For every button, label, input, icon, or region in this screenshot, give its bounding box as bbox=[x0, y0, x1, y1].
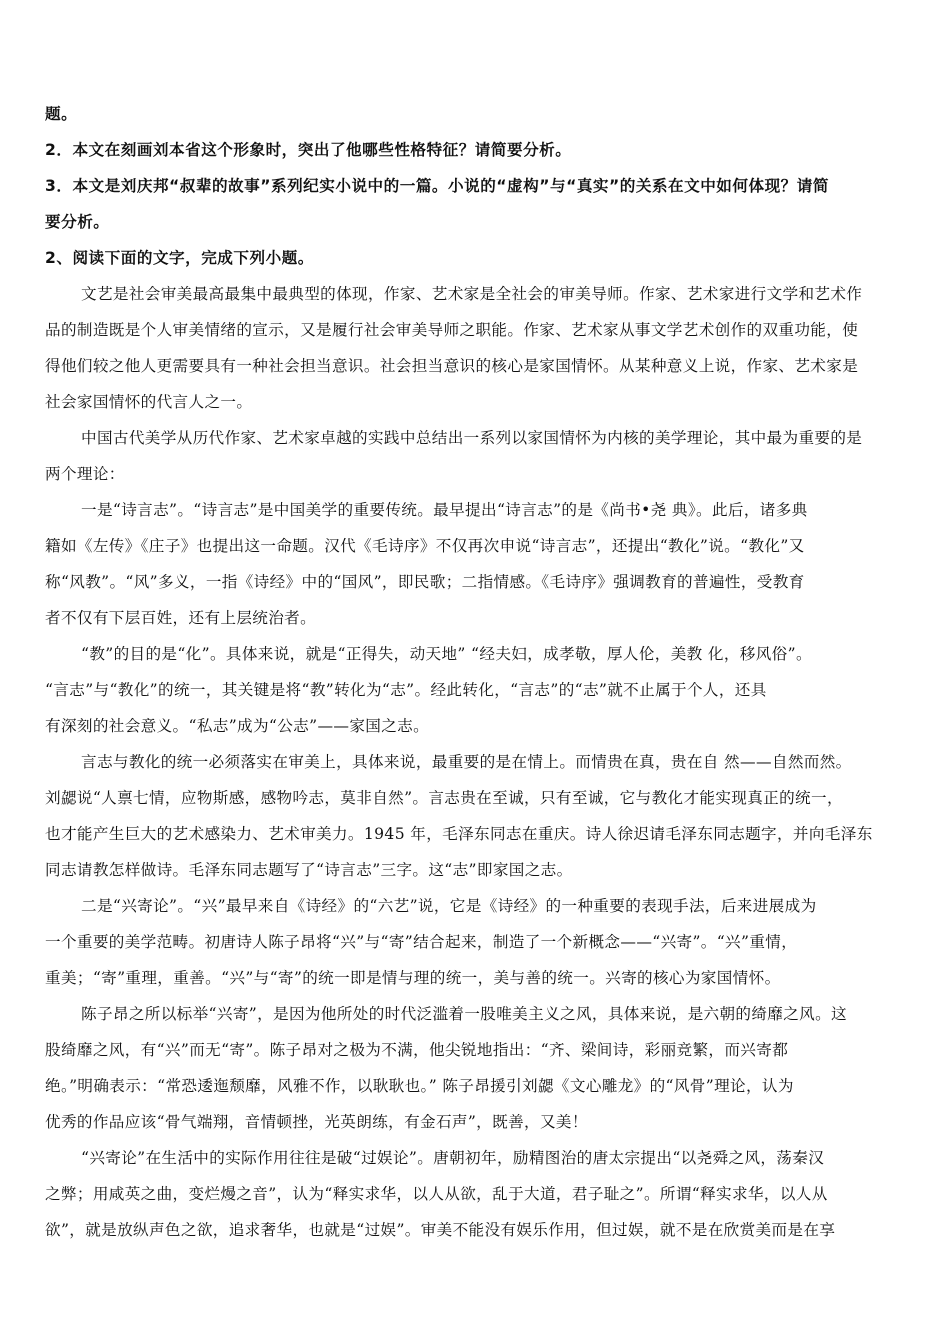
passage-line: 绝。”明确表示：“常恐逶迤颓靡，风雅不作，以耿耿也。” 陈子昂援引刘勰《文心雕龙》的“风骨”理论，认为 bbox=[45, 1077, 794, 1095]
passage-line: 者不仅有下层百姓，还有上层统治者。 bbox=[45, 609, 317, 627]
passage-line: 欲”，就是放纵声色之欲，追求奢华，也就是“过娱”。审美不能没有娱乐作用，但过娱，就不是在欣赏美而是在享 bbox=[45, 1221, 836, 1239]
passage-line: 二是“兴寄论”。“兴”最早来自《诗经》的“六艺”说，它是《诗经》的一种重要的表现手法，后来进展成为 bbox=[81, 897, 817, 915]
passage-line: 之弊；用咸英之曲，变烂熳之音”，认为“释实求华，以人从欲，乱于大道，君子耻之”。所谓“释实求华，以人从 bbox=[45, 1185, 828, 1203]
passage-line: 刘勰说“人禀七情，应物斯感，感物吟志，莫非自然”。言志贵在至诚，只有至诚，它与教化才能实现真正的统一， bbox=[45, 789, 843, 807]
passage-line: 优秀的作品应该“骨气端翔，音情顿挫，光英朗练，有金石声”，既善，又美！ bbox=[45, 1113, 588, 1131]
question-3-line-1: 3．本文是刘庆邦“叔辈的故事”系列纪实小说中的一篇。小说的“虚构”与“真实”的关系在文中如何体现？请简 bbox=[45, 177, 829, 195]
section-heading: 2、阅读下面的文字，完成下列小题。 bbox=[45, 249, 314, 267]
passage-line: 陈子昂之所以标举“兴寄”，是因为他所处的时代泛滥着一股唯美主义之风，具体来说，是六朝的绮靡之风。这 bbox=[81, 1005, 848, 1023]
passage-line: 称“风教”。“风”多义，一指《诗经》中的“国风”，即民歌；二指情感。《毛诗序》强调教育的普遍性，受教育 bbox=[45, 573, 805, 591]
passage-line: “兴寄论”在生活中的实际作用往往是破“过娱论”。唐朝初年，励精图治的唐太宗提出“以尧舜之风，荡秦汉 bbox=[81, 1149, 825, 1167]
passage-line: 重美；“寄”重理，重善。“兴”与“寄”的统一即是情与理的统一，美与善的统一。兴寄的核心为家国情怀。 bbox=[45, 969, 781, 987]
passage-line: 籍如《左传》《庄子》也提出这一命题。汉代《毛诗序》不仅再次申说“诗言志”，还提出“教化”说。“教化”又 bbox=[45, 537, 805, 555]
reading-passage bbox=[45, 276, 905, 1248]
passage-line: 股绮靡之风，有“兴”而无“寄”。陈子昂对之极为不满，他尖锐地指出：“齐、梁间诗，彩丽竞繁，而兴寄都 bbox=[45, 1041, 789, 1059]
passage-line: 两个理论： bbox=[45, 465, 125, 483]
passage-line: 得他们较之他人更需要具有一种社会担当意识。社会担当意识的核心是家国情怀。从某种意义上说，作家、艺术家是 bbox=[45, 357, 859, 375]
passage-line: 社会家国情怀的代言人之一。 bbox=[45, 393, 253, 411]
passage-line: 一是“诗言志”。“诗言志”是中国美学的重要传统。最早提出“诗言志”的是《尚书•尧 典》。此后，诸多典 bbox=[81, 501, 808, 519]
question-3-line-2: 要分析。 bbox=[45, 213, 110, 231]
passage-line: “言志”与“教化”的统一，其关键是将“教”转化为“志”。经此转化，“言志”的“志”就不止属于个人，还具 bbox=[45, 681, 767, 699]
passage-line: 中国古代美学从历代作家、艺术家卓越的实践中总结出一系列以家国情怀为内核的美学理论，其中最为重要的是 bbox=[81, 429, 863, 447]
question-1-tail: 题。 bbox=[45, 105, 78, 123]
passage-line: 言志与教化的统一必须落实在审美上，具体来说，最重要的是在情上。而情贵在真，贵在自 然——自然而然。 bbox=[81, 753, 852, 771]
passage-line: “教”的目的是“化”。具体来说，就是“正得失，动天地” “经夫妇，成孝敬，厚人伦，美教 化，移风俗”。 bbox=[81, 645, 812, 663]
document-content bbox=[45, 96, 905, 1248]
passage-line: 也才能产生巨大的艺术感染力、艺术审美力。1945 年，毛泽东同志在重庆。诗人徐迟请毛泽东同志题字，并向毛泽东 bbox=[45, 825, 873, 843]
passage-line: 同志请教怎样做诗。毛泽东同志题写了“诗言志”三字。这“志”即家国之志。 bbox=[45, 861, 573, 879]
passage-line: 有深刻的社会意义。“私志”成为“公志”——家国之志。 bbox=[45, 717, 430, 735]
passage-line: 文艺是社会审美最高最集中最典型的体现，作家、艺术家是全社会的审美导师。作家、艺术家进行文学和艺术作 bbox=[81, 285, 863, 303]
passage-line: 品的制造既是个人审美情绪的宣示，又是履行社会审美导师之职能。作家、艺术家从事文学艺术创作的双重功能，使 bbox=[45, 321, 859, 339]
passage-line: 一个重要的美学范畴。初唐诗人陈子昂将“兴”与“寄”结合起来，制造了一个新概念——“兴寄”。“兴”重情， bbox=[45, 933, 798, 951]
question-2: 2．本文在刻画刘本省这个形象时，突出了他哪些性格特征？请简要分析。 bbox=[45, 141, 572, 159]
